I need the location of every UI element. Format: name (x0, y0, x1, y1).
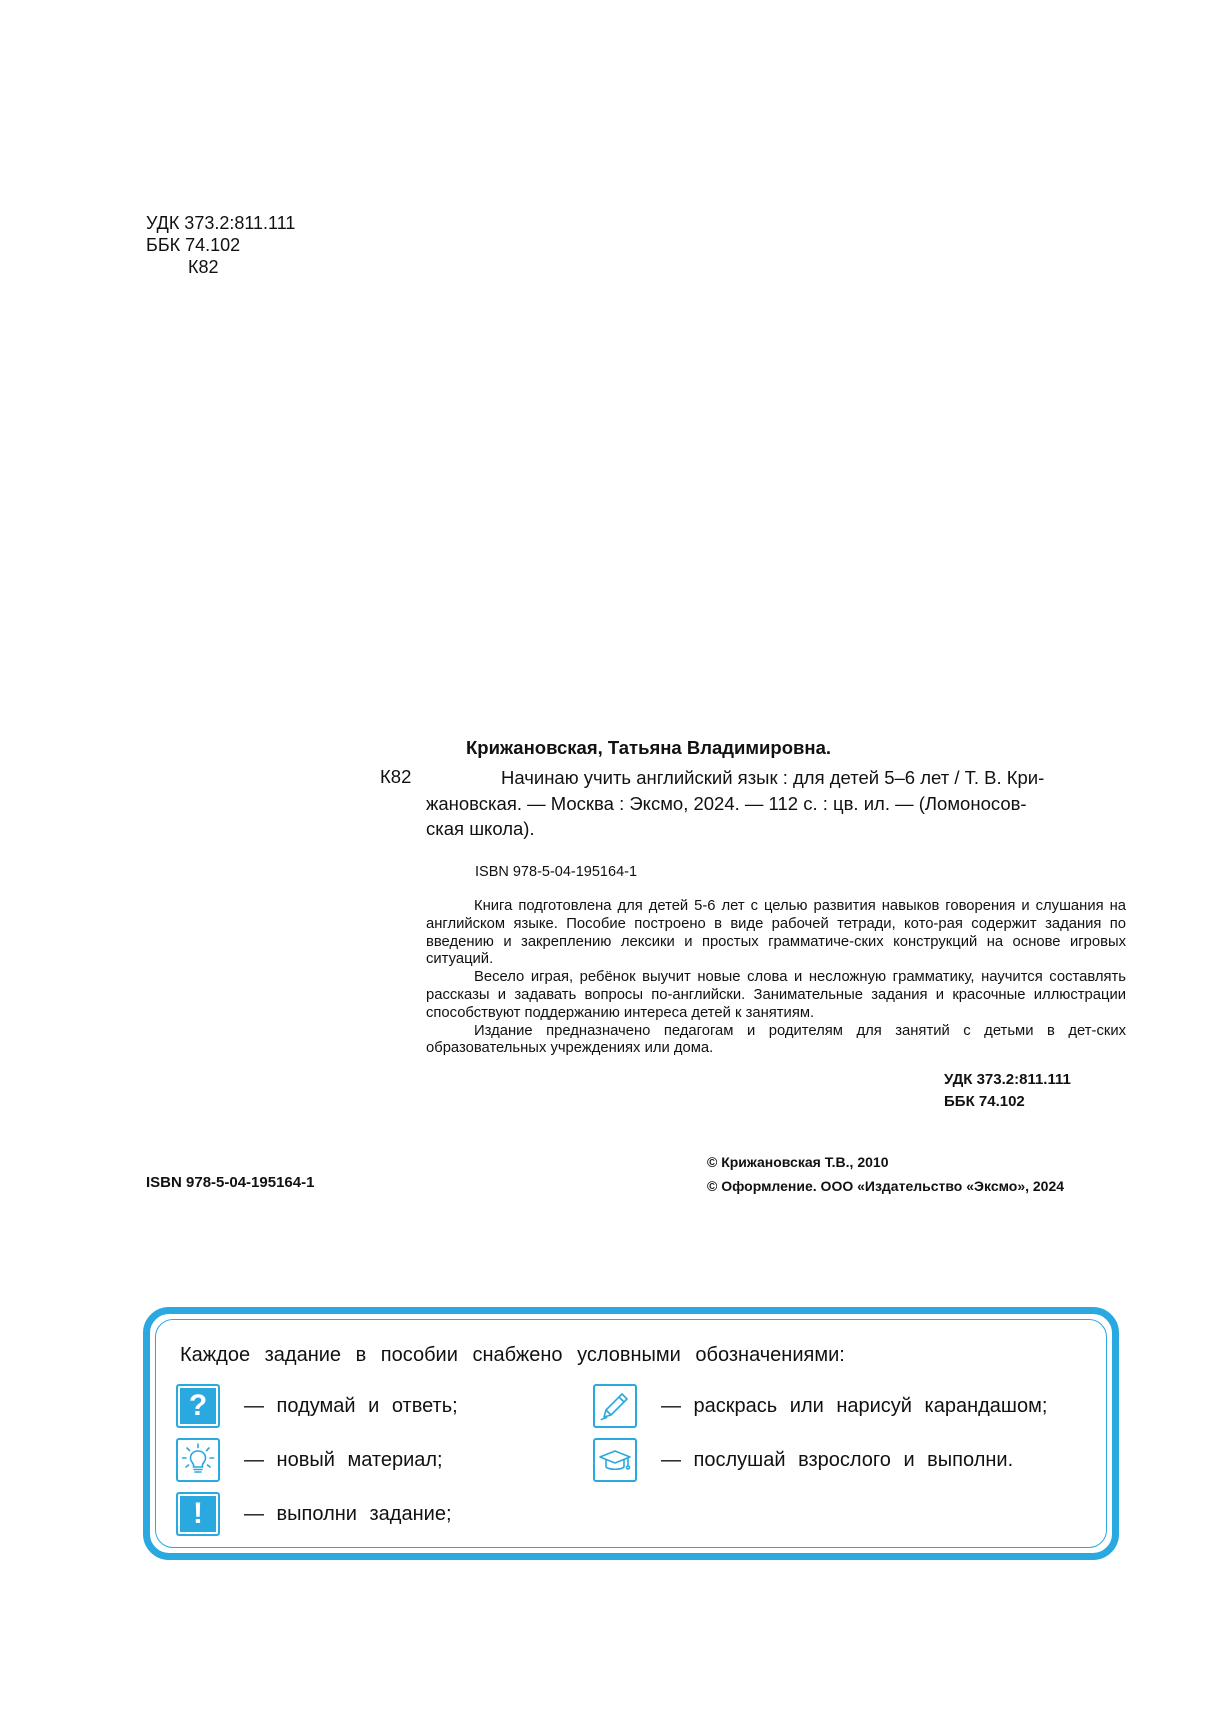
biblio-line-2: жановская. — Москва : Эксмо, 2024. — 112 с. : цв. ил. — (Ломоносов- (426, 792, 1027, 814)
legend-box (143, 1307, 1119, 1560)
isbn-footer: ISBN 978-5-04-195164-1 (146, 1174, 315, 1191)
catalog-code: К82 (380, 766, 412, 787)
legend-item-text: — раскрась или нарисуй карандашом; (661, 1394, 1048, 1417)
udk-code: УДК 373.2:811.111 (146, 213, 296, 233)
abstract-paragraph: Весело играя, ребёнок выучит новые слова и несложную грамматику, научится составлять рассказы и задавать вопросы по-английски. Занимательные задания и красочные иллюстрации способствуют поддержанию интереса детей к занятиям. (426, 969, 1126, 1021)
biblio-line-1: Начинаю учить английский язык : для детей 5–6 лет / Т. В. Кри- (501, 767, 1045, 788)
bibliographic-description (426, 765, 1126, 842)
bottom-classification (944, 1069, 1071, 1113)
author-name: Крижановская, Татьяна Владимировна. (466, 737, 832, 758)
legend-item-lightbulb (176, 1438, 443, 1482)
legend-title: Каждое задание в пособии снабжено условными обозначениями: (180, 1344, 845, 1366)
legend-item-text: — подумай и ответь; (244, 1394, 458, 1417)
biblio-line-3: ская школа). (426, 818, 535, 839)
author-code: К82 (188, 257, 219, 277)
copyright-author: © Крижановская Т.В., 2010 (707, 1154, 889, 1170)
copyright-design: © Оформление. ООО «Издательство «Эксмо», 2024 (707, 1178, 1065, 1194)
top-classification (146, 212, 295, 278)
legend-item-graduation-cap (593, 1438, 1013, 1482)
legend-item-question (176, 1384, 458, 1428)
pencil-icon (593, 1384, 637, 1428)
legend-item-text: — выполни задание; (244, 1502, 452, 1525)
legend-item-exclamation (176, 1492, 452, 1536)
legend-item-pencil (593, 1384, 1047, 1428)
legend-item-text: — новый материал; (244, 1448, 443, 1471)
exclamation-icon: ! (176, 1492, 220, 1536)
lightbulb-icon (176, 1438, 220, 1482)
catalog-isbn: ISBN 978-5-04-195164-1 (475, 864, 638, 880)
abstract-paragraph: Издание предназначено педагогам и родителям для занятий с детьми в дет-ских образовательных учреждениях или дома. (426, 1022, 1126, 1057)
abstract-paragraph: Книга подготовлена для детей 5-6 лет с целью развития навыков говорения и слушания на английском языке. Пособие построено в виде рабочей тетради, кото-рая содержит задания по введению и закреплению лексики и простых грамматиче-ских конструкций на основе игровых ситуаций. (426, 898, 1126, 968)
udk-code-bold: УДК 373.2:811.111 (944, 1071, 1071, 1088)
legend-item-text: — послушай взрослого и выполни. (661, 1448, 1014, 1471)
abstract (426, 898, 1126, 1058)
bbk-code: ББК 74.102 (146, 235, 241, 255)
graduation-cap-icon (593, 1438, 637, 1482)
bbk-code-bold: ББК 74.102 (944, 1093, 1025, 1110)
copyright-block (707, 1150, 1064, 1198)
question-icon: ? (176, 1384, 220, 1428)
